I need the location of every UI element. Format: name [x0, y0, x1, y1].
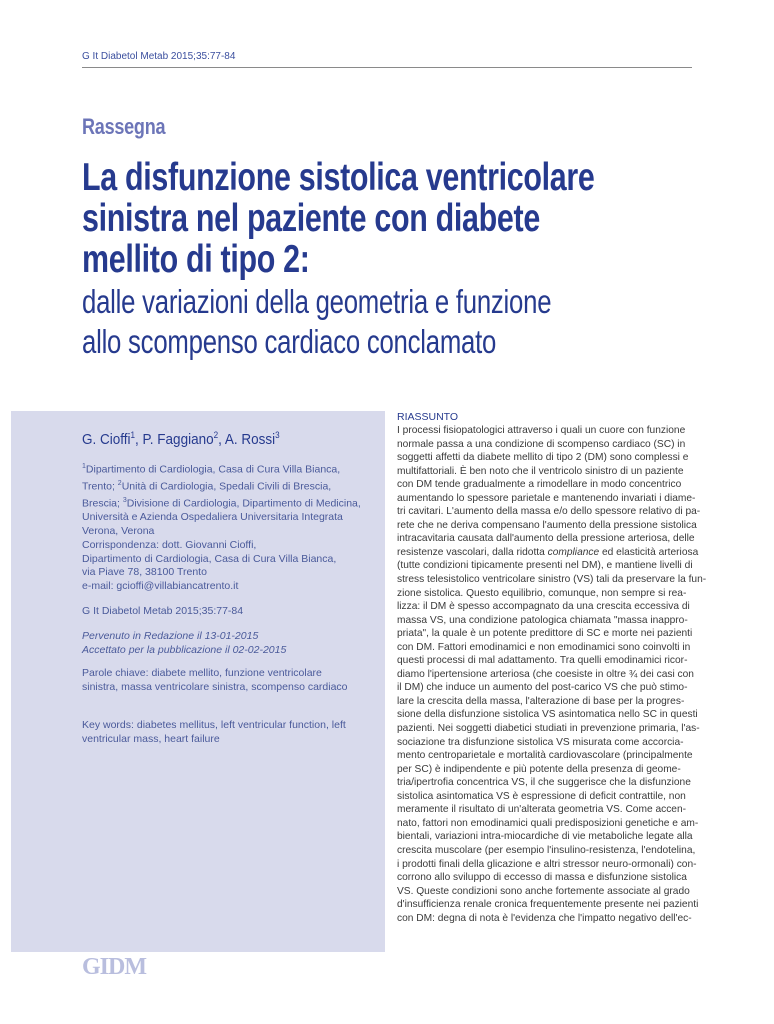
affil-mark: 1 [82, 463, 86, 470]
author-list [82, 430, 280, 448]
accepted-date: Accettato per la pubblicazione il 02-02-2015 [82, 643, 287, 656]
abstract-line: per SC) è indipendente e più potente della presenza di geome- [397, 763, 681, 775]
subtitle-line: allo scompenso cardiaco conclamato [82, 323, 497, 360]
abstract-line: corrono allo sviluppo di eccesso di massa e disfunzione sistolica [397, 872, 687, 884]
abstract-line: priata", la quale è un potente predittore di SC e morte nei pazienti [397, 628, 693, 640]
abstract-line: il DM) che induce un aumento del post-carico VS che può stimo- [397, 682, 688, 694]
emphasis-term: compliance [547, 546, 600, 558]
abstract-line: aumentando lo spessore parietale e mantenendo invariati i diame- [397, 492, 696, 504]
affil-text: Divisione di Cardiologia, Dipartimento di Medicina, Università e Azienda Ospedaliera Universitaria Integrata Verona, Verona [82, 497, 361, 537]
abstract-line: bientali, variazioni intra-miocardiche di vie metaboliche legate alla [397, 831, 693, 843]
author-affil-mark: 1 [130, 430, 136, 440]
article-subtitle [82, 282, 675, 362]
affil-text: Dipartimento di Cardiologia, Casa di Cura Villa Bianca, Trento; [82, 463, 341, 493]
abstract-line: tria/ipertrofia concentrica VS, il che suggerisce che la disfunzione [397, 777, 691, 789]
title-line: mellito di tipo 2: [82, 238, 310, 281]
abstract-line: normale passa a una condizione di scompenso cardiaco (SC) in [397, 438, 686, 450]
author-affil-mark: 3 [275, 430, 280, 440]
affiliations [82, 460, 372, 538]
abstract-line: crescita muscolare (per esempio l'insulino-resistenza, l'endotelina, [397, 844, 696, 856]
received-date: Pervenuto in Redazione il 13-01-2015 [82, 630, 259, 642]
author-separator: , [135, 431, 143, 448]
correspondence-line: via Piave 78, 38100 Trento [82, 566, 207, 579]
abstract-line: questi processi di mal adattamento. Tra quelli emodinamici ricor- [397, 655, 688, 667]
abstract-line: (tutte condizioni tipicamente presenti nel DM), e mantiene livelli di [397, 560, 693, 572]
correspondence [82, 539, 372, 593]
keywords-english: Key words: diabetes mellitus, left ventricular function, left ventricular mass, heart failure [82, 719, 346, 745]
correspondence-email: e-mail: gcioffi@villabiancatrento.it [82, 579, 239, 592]
correspondence-line: Corrispondenza: dott. Giovanni Cioffi, [82, 539, 257, 551]
abstract-line: sistolica asintomatica VS è espressione di deficit contrattile, non [397, 790, 686, 802]
abstract-heading: RIASSUNTO [397, 411, 459, 423]
journal-logo: GIDM [82, 954, 146, 980]
abstract-line: lare la crescita della massa, l'alterazione di base per la progres- [397, 695, 685, 707]
subtitle-line: dalle variazioni della geometria e funzione [82, 283, 552, 320]
title-line: La disfunzione sistolica ventricolare [82, 156, 595, 199]
abstract-line: con DM. Fattori emodinamici e non emodinamici sono coinvolti in [397, 641, 691, 653]
author-separator: , [218, 431, 225, 448]
affil-mark: 2 [117, 480, 122, 488]
abstract-line: I processi fisiopatologici attraverso i quali un cuore con funzione [397, 425, 686, 436]
section-label: Rassegna [82, 114, 166, 139]
abstract-line: tri cavitari. L'aumento della massa e/o dello spessore relativo di pa- [397, 506, 701, 518]
abstract-line: VS. Queste condizioni sono anche fortemente associate al grado [397, 885, 690, 897]
affil-mark: 3 [122, 497, 127, 505]
journal-reference: G It Diabetol Metab 2015;35:77-84 [82, 51, 236, 62]
header-rule [82, 67, 692, 68]
abstract-line: massa VS, una condizione patologica chiamata "massa inappro- [397, 614, 688, 626]
abstract-line: mento centroparietale e mortalità cardiovascolare (principalmente [397, 750, 693, 762]
abstract-line: soggetti affetti da diabete mellito di tipo 2 (DM) sono complessi e [397, 452, 689, 464]
abstract-line: diamo l'ipertensione arteriosa (che coesiste in oltre ¾ dei casi con [397, 668, 694, 680]
abstract-line: d'insufficienza renale cronica frequentemente presente nei pazienti [397, 899, 699, 911]
article-title [82, 157, 659, 280]
abstract-line: i prodotti finali della glicazione e altri stressor neuro-ormonali) con- [397, 858, 697, 870]
abstract-line: multifattoriali. È ben noto che il ventricolo sinistro di un paziente [397, 465, 684, 477]
keywords-italian: Parole chiave: diabete mellito, funzione ventricolare sinistra, massa ventricolare sinistra, scompenso cardiaco [82, 667, 348, 693]
abstract-line: con DM: degna di nota è l'evidenza che l'impatto negativo dell'ec- [397, 912, 692, 924]
abstract-line: zione sistolica. Questo equilibrio, comunque, non sempre si rea- [397, 587, 687, 599]
correspondence-line: Dipartimento di Cardiologia, Casa di Cura Villa Bianca, [82, 552, 337, 565]
abstract-line: pazienti. Nei soggetti diabetici studiati in prevenzione primaria, l'as- [397, 723, 700, 735]
abstract-line: sociazione tra disfunzione sistolica VS misurata come accorcia- [397, 736, 684, 748]
abstract-line: con DM tende gradualmente a rimodellare in modo concentrico [397, 479, 682, 491]
abstract-line: stress telesistolico ventricolare sinistro (VS) tali da preservare la fun- [397, 574, 707, 586]
author-name: P. Faggiano [142, 431, 214, 448]
submission-dates [82, 630, 372, 657]
abstract-line: nato, fattori non emodinamici quali predisposizioni genetiche e am- [397, 817, 699, 829]
abstract-line: sione della disfunzione sistolica VS asintomatica nello SC in questi [397, 709, 698, 721]
author-name: G. Cioffi [82, 431, 131, 448]
abstract-body [397, 424, 707, 925]
author-affil-mark: 2 [213, 430, 219, 440]
affil-text: Unità di Cardiologia, Spedali Civili di Brescia, Brescia; [82, 480, 332, 510]
abstract-line: meramente il risultato di un'alterata geometria VS. Come accen- [397, 804, 687, 816]
abstract-line: resistenze vascolari, dalla ridotta compliance ed elasticità arteriosa [397, 546, 699, 558]
citation: G It Diabetol Metab 2015;35:77-84 [82, 605, 244, 617]
abstract-line: rete che ne deriva compensano l'aumento della pressione sistolica [397, 519, 697, 531]
abstract-line: lizza: il DM è spesso accompagnato da una crescita eccessiva di [397, 601, 690, 613]
abstract-line: intracavitaria causata dall'aumento della pressione arteriosa, delle [397, 533, 695, 545]
title-line: sinistra nel paziente con diabete [82, 197, 540, 240]
author-name: A. Rossi [224, 431, 276, 448]
